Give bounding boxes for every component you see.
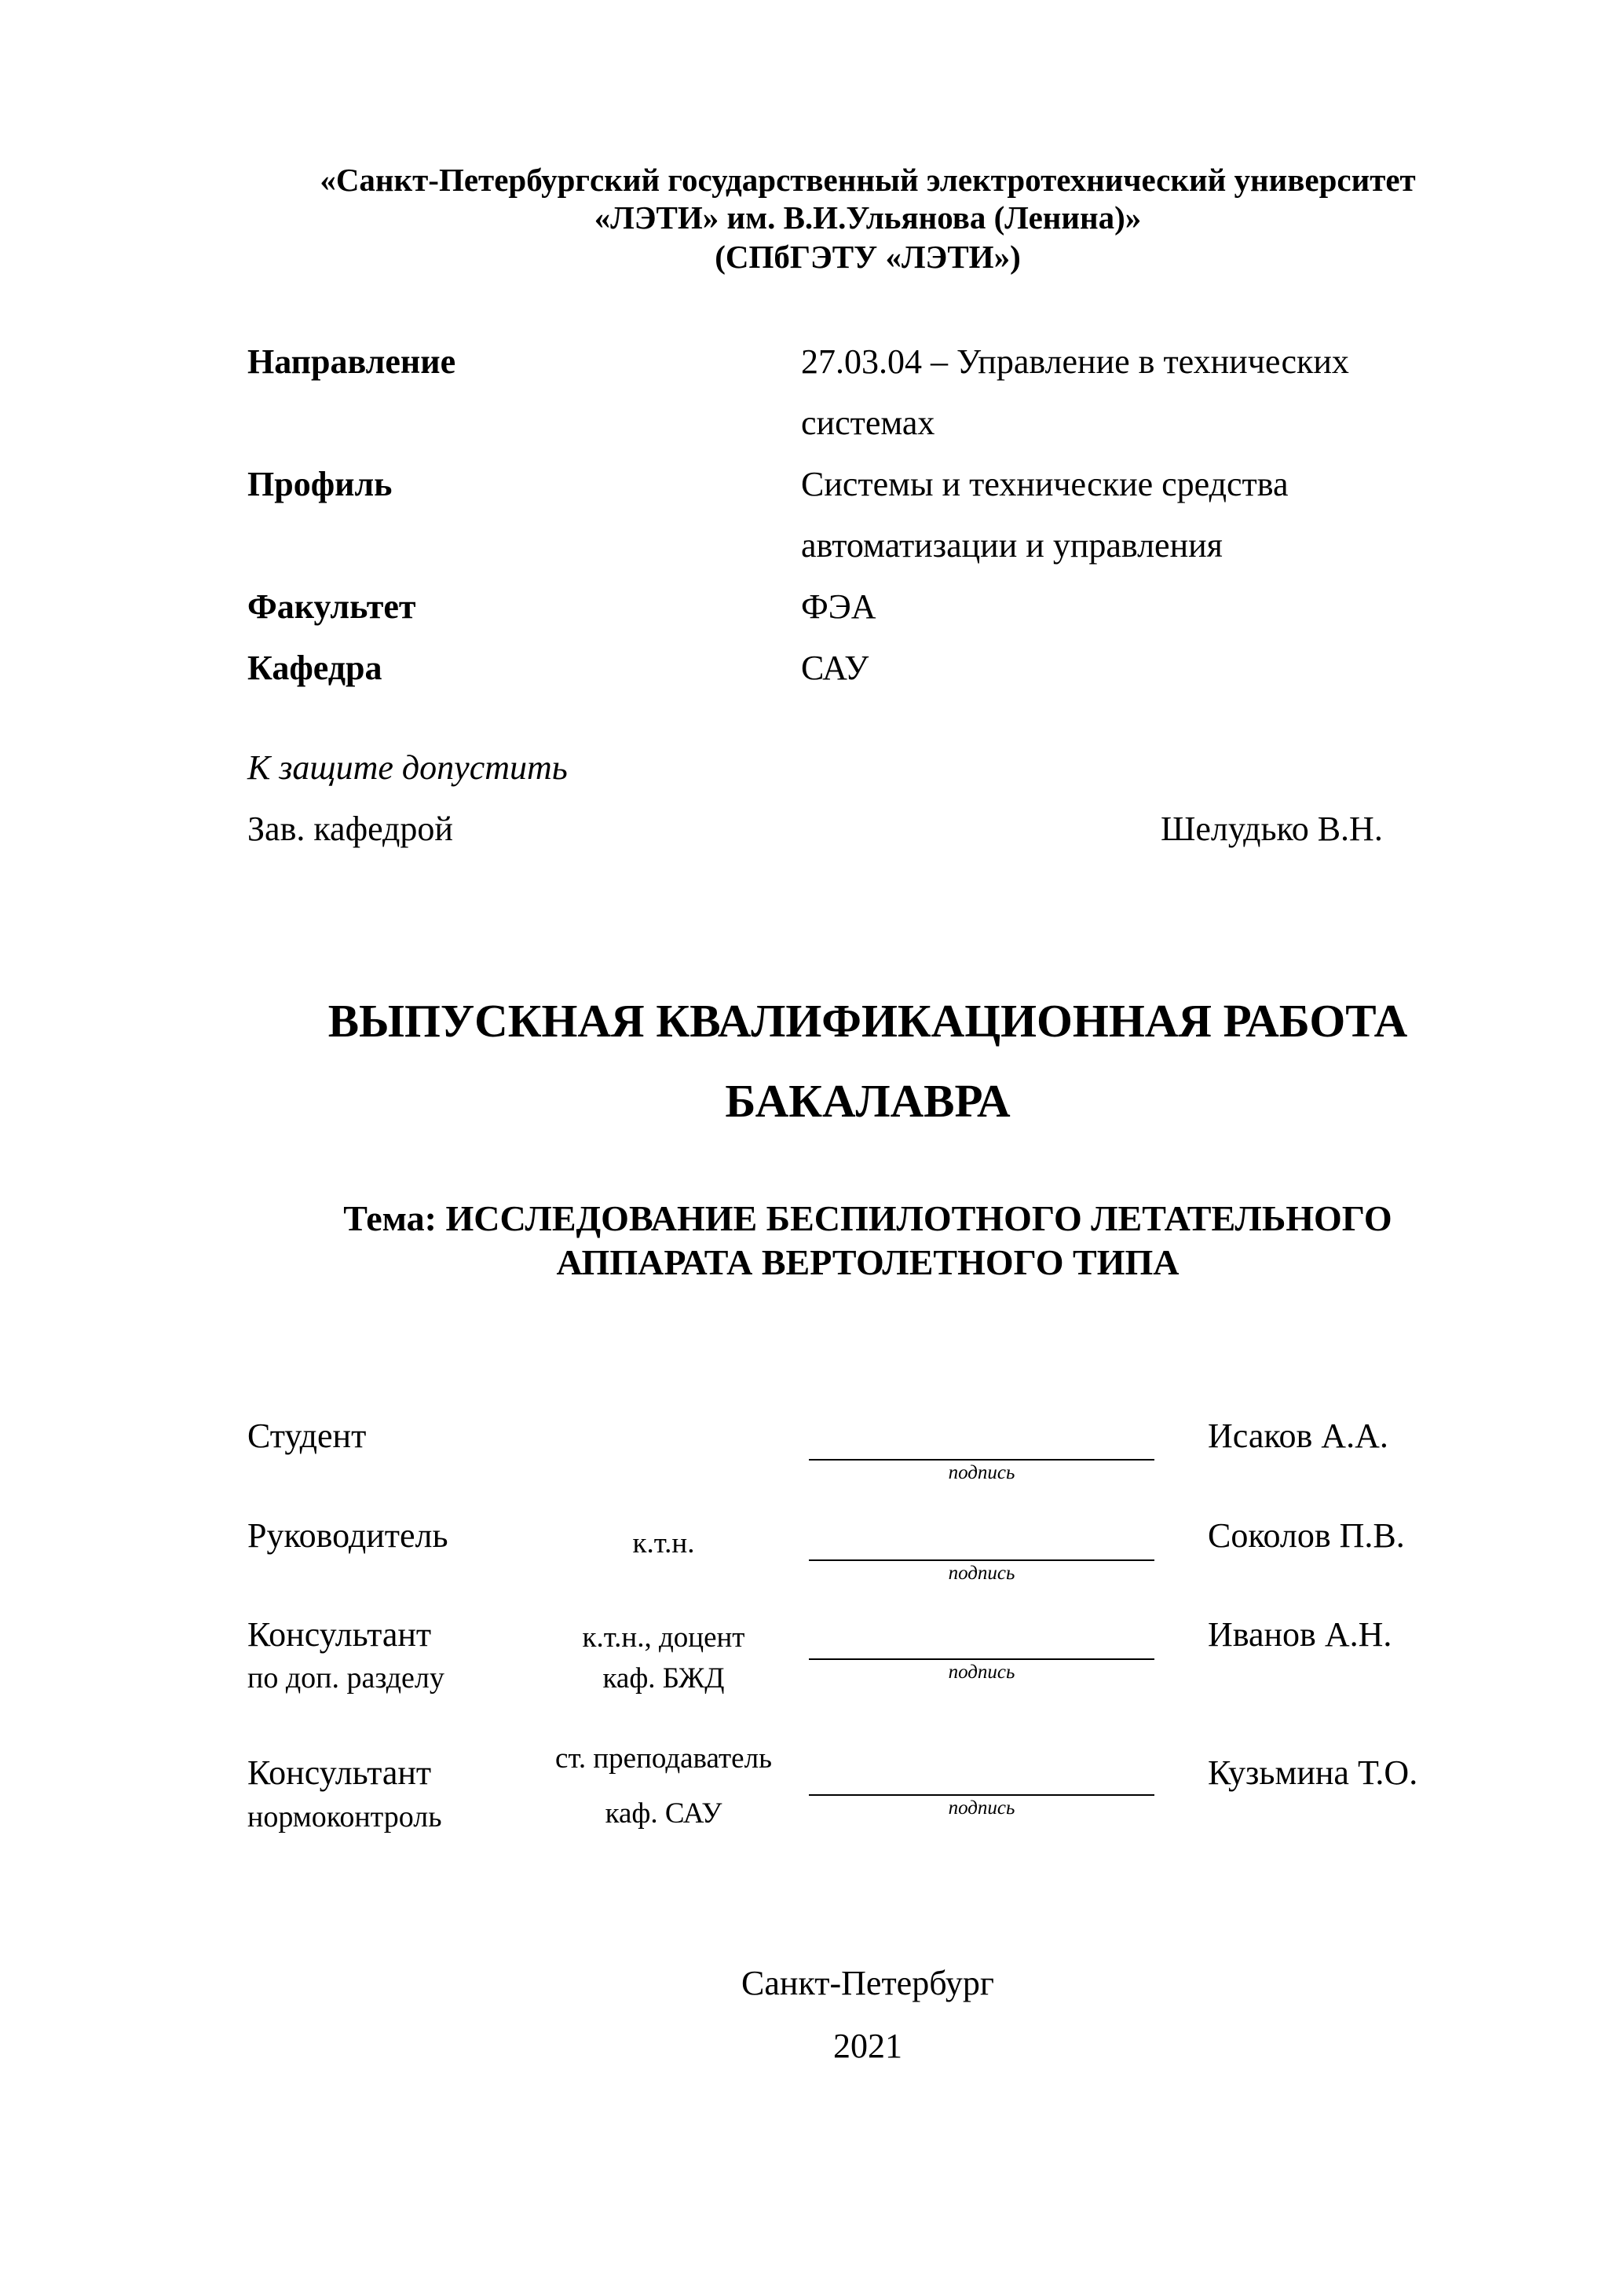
consultant1-department: каф. БЖД (602, 1662, 725, 1695)
profile-label: Профиль (247, 465, 393, 503)
department-label: Кафедра (247, 649, 382, 687)
head-of-department-label: Зав. кафедрой (247, 810, 453, 848)
admit-to-defense: К защите допустить (247, 748, 568, 787)
signature-line (809, 1559, 1154, 1561)
student-name: Исаков А.А. (1208, 1417, 1388, 1455)
direction-label: Направление (247, 342, 456, 381)
work-title-line2: БАКАЛАВРА (725, 1075, 1011, 1127)
signature-line (809, 1658, 1154, 1660)
consultant1-subrole: по доп. разделу (247, 1662, 444, 1695)
faculty-value: ФЭА (801, 587, 876, 626)
consultant2-degree: ст. преподаватель (555, 1742, 772, 1775)
head-of-department-name: Шелудько В.Н. (1161, 810, 1383, 848)
profile-value-line2: автоматизации и управления (801, 526, 1223, 565)
topic-line2: АППАРАТА ВЕРТОЛЕТНОГО ТИПА (556, 1242, 1180, 1282)
footer-city: Санкт-Петербург (741, 1964, 994, 2002)
consultant1-degree: к.т.н., доцент (582, 1621, 745, 1654)
signature-caption: подпись (948, 1462, 1015, 1483)
supervisor-name: Соколов П.В. (1208, 1516, 1405, 1555)
consultant1-role: Консультант (247, 1615, 432, 1654)
student-role: Студент (247, 1417, 367, 1455)
university-abbrev: (СПбГЭТУ «ЛЭТИ») (715, 239, 1021, 275)
footer-year: 2021 (833, 2027, 902, 2065)
consultant2-department: каф. САУ (605, 1797, 722, 1830)
department-value: САУ (801, 649, 869, 687)
signature-caption: подпись (948, 1563, 1015, 1584)
university-name-line2: «ЛЭТИ» им. В.И.Ульянова (Ленина)» (594, 199, 1142, 236)
consultant1-name: Иванов А.Н. (1208, 1615, 1392, 1654)
direction-value-line2: системах (801, 404, 935, 442)
consultant2-role: Консультант (247, 1753, 432, 1792)
direction-value-line1: 27.03.04 – Управление в технических (801, 342, 1349, 381)
faculty-label: Факультет (247, 587, 416, 626)
consultant2-subrole: нормоконтроль (247, 1801, 442, 1834)
signature-caption: подпись (948, 1797, 1015, 1819)
work-title-line1: ВЫПУСКНАЯ КВАЛИФИКАЦИОННАЯ РАБОТА (327, 995, 1408, 1047)
supervisor-role: Руководитель (247, 1516, 448, 1555)
university-name-line1: «Санкт-Петербургский государственный электротехнический университет (320, 162, 1416, 198)
supervisor-degree: к.т.н. (632, 1527, 695, 1559)
topic-line1: Тема: ИССЛЕДОВАНИЕ БЕСПИЛОТНОГО ЛЕТАТЕЛЬНОГО (343, 1198, 1392, 1238)
signature-line (809, 1459, 1154, 1461)
signature-caption: подпись (948, 1662, 1015, 1683)
signature-line (809, 1794, 1154, 1796)
profile-value-line1: Системы и технические средства (801, 465, 1289, 503)
consultant2-name: Кузьмина Т.О. (1208, 1753, 1418, 1792)
